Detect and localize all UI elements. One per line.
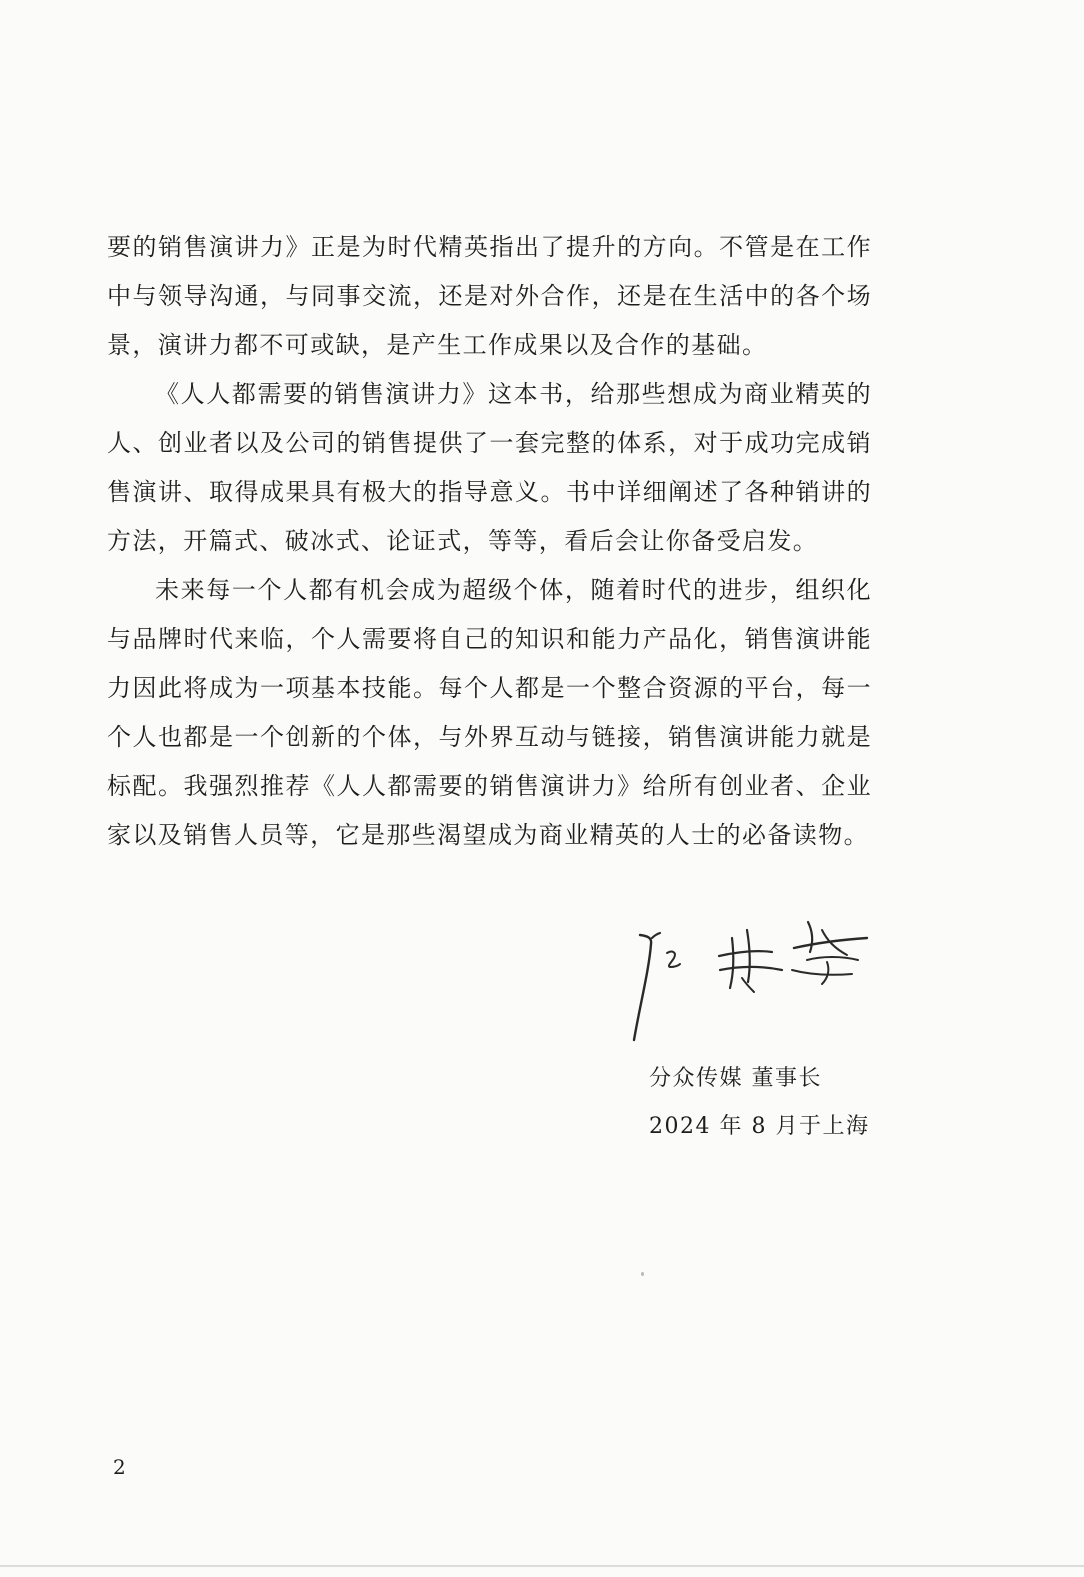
scan-speck: [641, 1272, 644, 1276]
preface-body: [107, 223, 872, 860]
page-number: 2: [113, 1455, 126, 1479]
paragraph-3: 未来每一个人都有机会成为超级个体，随着时代的进步，组织化与品牌时代来临，个人需要将自己的知识和能力产品化，销售演讲能力因此将成为一项基本技能。每个人都是一个整合资源的平台，每一个人也都是一个创新的个体，与外界互动与链接，销售演讲能力就是标配。我强烈推荐《人人都需要的销售演讲力》给所有创业者、企业家以及销售人员等，它是那些渴望成为商业精英的人士的必备读物。: [107, 576, 872, 849]
scan-edge: [0, 1565, 1084, 1567]
signatory-title: 分众传媒 董事长: [649, 1066, 822, 1091]
signature-date: 2024 年 8 月于上海: [649, 1114, 870, 1139]
paragraph-1: 要的销售演讲力》正是为时代精英指出了提升的方向。不管是在工作中与领导沟通，与同事交流，还是对外合作，还是在生活中的各个场景，演讲力都不可或缺，是产生工作成果以及合作的基础。: [107, 233, 872, 359]
signature-block: [649, 1055, 869, 1151]
paragraph-2: 《人人都需要的销售演讲力》这本书，给那些想成为商业精英的人、创业者以及公司的销售提供了一套完整的体系，对于成功完成销售演讲、取得成果具有极大的指导意义。书中详细阐述了各种销讲的方法，开篇式、破冰式、论证式，等等，看后会让你备受启发。: [107, 380, 872, 555]
handwritten-signature: [622, 900, 882, 1060]
